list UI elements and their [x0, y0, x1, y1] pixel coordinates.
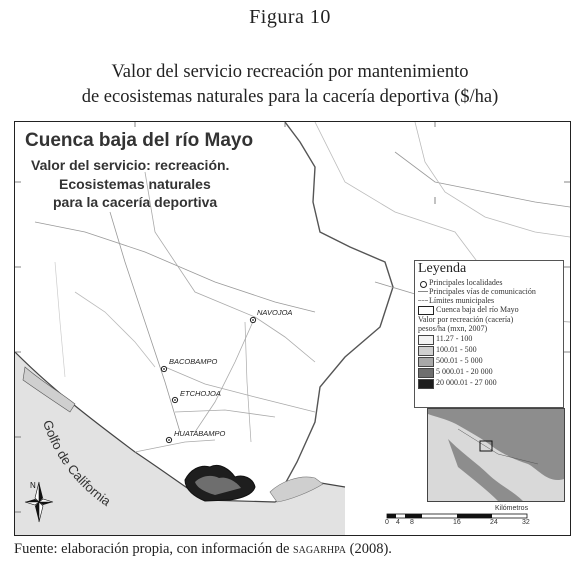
- legend-swatch-class-5: [418, 379, 434, 389]
- map-frame: [14, 121, 571, 536]
- road: [175, 410, 275, 417]
- boundary-line-icon: [418, 300, 428, 301]
- municipal-limit: [110, 212, 180, 432]
- legend-title: Leyenda: [418, 261, 467, 276]
- legend-class-3: 500.01 - 5 000: [436, 356, 483, 365]
- source-prefix: Fuente: elaboración propia, con información de: [14, 541, 294, 557]
- road: [75, 292, 155, 367]
- legend-swatch-class-4: [418, 368, 434, 378]
- map-subtitle-1: Valor del servicio: recreación.: [31, 157, 230, 173]
- figure-subtitle-line-1: Valor del servicio recreación por mantenimiento: [111, 62, 469, 82]
- source-suffix: (2008).: [346, 541, 392, 557]
- scale-tick-8: 8: [410, 519, 414, 526]
- north-label: N: [30, 481, 36, 490]
- figure-subtitle-line-2: de ecosistemas naturales para la cacería deportiva ($/ha): [81, 87, 499, 107]
- locality-dots: [161, 317, 255, 442]
- scale-tick-24: 24: [490, 519, 498, 526]
- town-label-bacobampo: BACOBAMPO: [169, 357, 218, 366]
- road: [55, 262, 65, 377]
- legend-class-4: 5 000.01 - 20 000: [436, 367, 493, 376]
- town-label-etchojoa: ETCHOJOA: [180, 389, 221, 398]
- town-label-navojoa: NAVOJOA: [257, 308, 293, 317]
- municipal-limit: [395, 152, 570, 207]
- legend-swatch-class-3: [418, 357, 434, 367]
- legend-item-roads: Principales vías de comunicación: [429, 287, 536, 296]
- map-legend: [414, 260, 564, 408]
- locality-dot-icon: [420, 281, 427, 288]
- legend-class-5: 20 000.01 - 27 000: [436, 378, 497, 387]
- figure-label: Figura 10: [249, 6, 331, 28]
- municipal-limit: [35, 222, 315, 312]
- road: [415, 122, 570, 237]
- map-subtitle-2: Ecosistemas naturales: [59, 176, 211, 192]
- scale-tick-0: 0: [385, 519, 389, 526]
- scale-tick-32: 32: [522, 519, 530, 526]
- basin-box-icon: [418, 306, 434, 315]
- locator-inset-svg: [428, 409, 564, 501]
- figure-source: [14, 541, 392, 558]
- figure-subtitle: [0, 60, 580, 110]
- legend-class-1: 11.27 - 100: [436, 334, 473, 343]
- gulf-label: Golfo de California: [40, 418, 114, 509]
- road: [135, 440, 215, 452]
- legend-item-boundaries: Límites municipales: [429, 296, 495, 305]
- road: [315, 122, 485, 272]
- locator-inset-map: [427, 408, 565, 502]
- legend-value-heading-1: Valor por recreación (cacería): [418, 315, 514, 324]
- scale-tick-4: 4: [396, 519, 400, 526]
- scale-bar: [387, 514, 527, 518]
- source-agency: sagarhpa: [293, 541, 347, 557]
- legend-swatch-class-2: [418, 346, 434, 356]
- town-label-huatabampo: HUATABAMPO: [174, 429, 226, 438]
- road: [195, 317, 255, 432]
- legend-item-localities: Principales localidades: [429, 278, 503, 287]
- legend-class-2: 100.01 - 500: [436, 345, 477, 354]
- legend-swatch-class-1: [418, 335, 434, 345]
- legend-value-heading-2: pesos/ha (mxn, 2007): [418, 324, 488, 333]
- map-subtitle-3: para la cacería deportiva: [53, 194, 218, 210]
- municipal-limit: [245, 322, 251, 442]
- scale-tick-16: 16: [453, 519, 461, 526]
- road-line-icon: [418, 291, 428, 292]
- scale-unit: Kilómetros: [495, 505, 529, 512]
- legend-item-basin: Cuenca baja del río Mayo: [436, 305, 519, 314]
- map-title: Cuenca baja del río Mayo: [25, 130, 254, 151]
